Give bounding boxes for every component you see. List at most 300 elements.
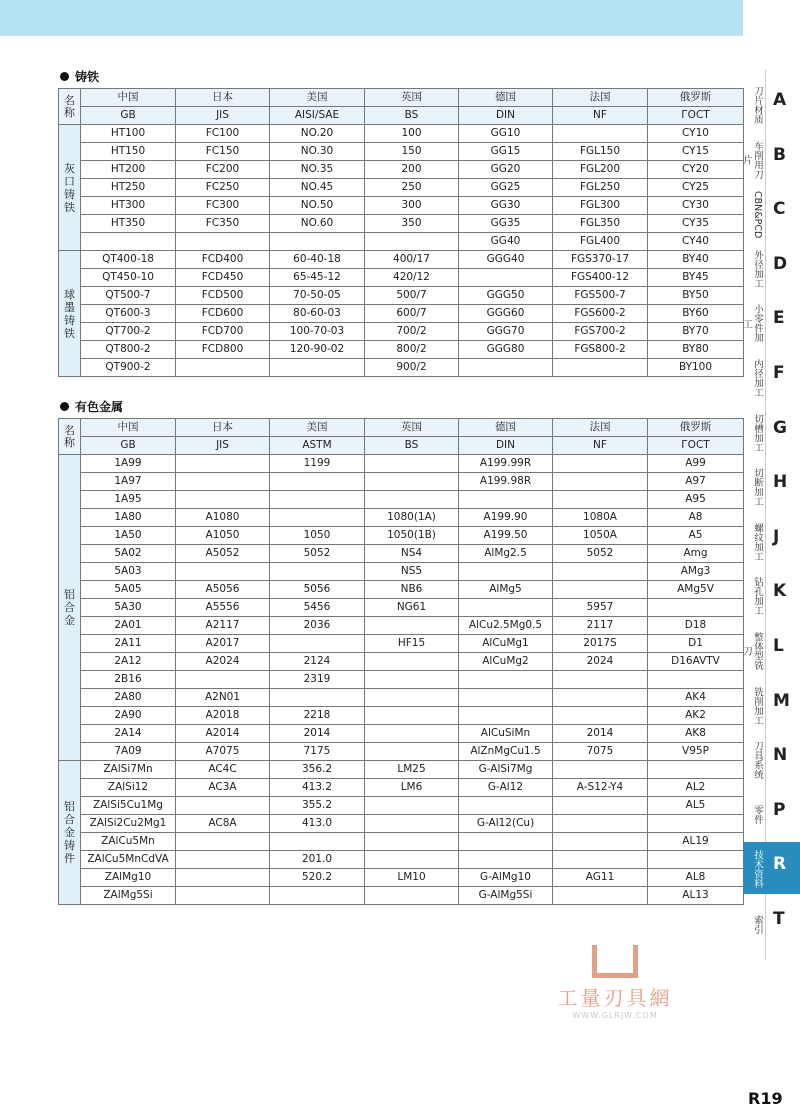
table-cell: D18 <box>648 617 744 635</box>
table-cell: FCD400 <box>176 251 270 269</box>
sidebar-item-t[interactable] <box>743 897 800 949</box>
standard-header: DIN <box>459 437 553 455</box>
sidebar-item-label: CBN&PCD <box>752 191 763 239</box>
table-cell: G-Al12 <box>459 779 553 797</box>
table-cell: LM10 <box>365 869 459 887</box>
sidebar-item-label: 切断加工 <box>752 468 763 507</box>
table-cell: GG35 <box>459 215 553 233</box>
sidebar-item-letter: D <box>773 253 788 274</box>
table-cell <box>176 359 270 377</box>
table-cell <box>270 635 365 653</box>
table-row <box>59 851 744 869</box>
table-cell: A2014 <box>176 725 270 743</box>
table-row <box>59 725 744 743</box>
table-cell <box>270 233 365 251</box>
sidebar-item-p[interactable] <box>743 788 800 840</box>
table-row <box>59 161 744 179</box>
table-cell <box>270 359 365 377</box>
table-cell <box>270 491 365 509</box>
table-cell: 70-50-05 <box>270 287 365 305</box>
sidebar-item-letter: L <box>773 636 784 656</box>
table-cell <box>459 599 553 617</box>
table-cell <box>176 869 270 887</box>
table-cell: QT800-2 <box>81 341 176 359</box>
table-cell: FGL350 <box>553 215 648 233</box>
table-cell: ZAlSi5Cu1Mg <box>81 797 176 815</box>
sidebar-item-letter: R <box>773 854 787 875</box>
sidebar-item-g[interactable] <box>743 406 800 458</box>
table-cell: AC3A <box>176 779 270 797</box>
standard-header: JIS <box>176 437 270 455</box>
table-cell <box>270 887 365 905</box>
table-row <box>59 197 744 215</box>
table-cell: FC150 <box>176 143 270 161</box>
table-cell: 2A01 <box>81 617 176 635</box>
table-cell <box>459 689 553 707</box>
sidebar-item-f[interactable] <box>743 351 800 403</box>
table-cell <box>459 359 553 377</box>
table-row <box>59 545 744 563</box>
sidebar-item-m[interactable] <box>743 679 800 731</box>
table-cell: QT400-18 <box>81 251 176 269</box>
sidebar-item-letter: J <box>773 526 780 547</box>
table-cell <box>365 815 459 833</box>
table-cell: FCD600 <box>176 305 270 323</box>
sidebar-item-l[interactable] <box>743 624 800 676</box>
table-row <box>59 287 744 305</box>
table-row <box>59 359 744 377</box>
sidebar-item-label: 刀片材质 <box>752 86 763 124</box>
sidebar-item-c[interactable] <box>743 187 800 239</box>
table-cell: 1A80 <box>81 509 176 527</box>
table-cell: ZAlSi7Mn <box>81 761 176 779</box>
table-cell: 400/17 <box>365 251 459 269</box>
table-cell: 1A50 <box>81 527 176 545</box>
table-row <box>59 527 744 545</box>
standard-header: JIS <box>176 107 270 125</box>
table-row <box>59 887 744 905</box>
standard-header: GB <box>81 107 176 125</box>
table-cell: AL13 <box>648 887 744 905</box>
sidebar-item-b[interactable] <box>743 133 800 185</box>
table-row <box>59 869 744 887</box>
table-cell: AlMg2.5 <box>459 545 553 563</box>
table-cell: 1050A <box>553 527 648 545</box>
standard-header: NF <box>553 437 648 455</box>
table-cell: 2A14 <box>81 725 176 743</box>
table-cell <box>459 833 553 851</box>
sidebar-item-letter: C <box>773 199 786 220</box>
table-cell <box>365 887 459 905</box>
sidebar-item-letter: N <box>773 745 788 766</box>
table-cell: QT700-2 <box>81 323 176 341</box>
table-cell: 80-60-03 <box>270 305 365 323</box>
country-header: 中国 <box>81 419 176 437</box>
table-row <box>59 269 744 287</box>
table-cell <box>459 491 553 509</box>
country-header: 美国 <box>270 419 365 437</box>
table-cell <box>553 851 648 869</box>
table-row <box>59 815 744 833</box>
table-row <box>59 233 744 251</box>
table-row <box>59 671 744 689</box>
table-cell: BY50 <box>648 287 744 305</box>
page-number: R19 <box>748 1089 783 1108</box>
table-cell: 2017S <box>553 635 648 653</box>
table-cell: G-AlMg5Si <box>459 887 553 905</box>
table-cell: AL19 <box>648 833 744 851</box>
table-cell: 500/7 <box>365 287 459 305</box>
table-cell: 200 <box>365 161 459 179</box>
table-cell <box>648 761 744 779</box>
table-cell: 100 <box>365 125 459 143</box>
table-cell: A1080 <box>176 509 270 527</box>
sidebar-item-letter: K <box>773 581 787 602</box>
table-cell <box>459 707 553 725</box>
standard-header: BS <box>365 437 459 455</box>
table-cell <box>365 491 459 509</box>
table-row <box>59 617 744 635</box>
table-row <box>59 455 744 473</box>
table-row <box>59 215 744 233</box>
table-cell: HT250 <box>81 179 176 197</box>
watermark-name: 工量刃具網 <box>557 986 673 1010</box>
table-cell: FCD700 <box>176 323 270 341</box>
table-cell <box>553 815 648 833</box>
table-cell: G-Al12(Cu) <box>459 815 553 833</box>
table-cell: CY40 <box>648 233 744 251</box>
group-label-text: 灰口铸铁 <box>64 161 75 214</box>
table-cell: LM6 <box>365 779 459 797</box>
table-row <box>59 323 744 341</box>
table-cell: HF15 <box>365 635 459 653</box>
table-cell <box>365 707 459 725</box>
table-cell: ZAlMg10 <box>81 869 176 887</box>
table-cell: FGL300 <box>553 197 648 215</box>
table-cell: BY100 <box>648 359 744 377</box>
table-cell: A99 <box>648 455 744 473</box>
sidebar-item-d[interactable] <box>743 242 800 294</box>
section-title-nonferrous: 有色金属 <box>60 398 123 415</box>
table-cell <box>270 689 365 707</box>
table-cell: AMg5V <box>648 581 744 599</box>
sidebar-item-n[interactable] <box>743 733 800 785</box>
table-cell: 2A11 <box>81 635 176 653</box>
table-cell: QT450-10 <box>81 269 176 287</box>
group-label <box>59 455 81 761</box>
standard-header: DIN <box>459 107 553 125</box>
table-row <box>59 743 744 761</box>
table-cell <box>459 269 553 287</box>
table-row <box>59 779 744 797</box>
table-cell: GGG80 <box>459 341 553 359</box>
table-cell: 2B16 <box>81 671 176 689</box>
country-header: 中国 <box>81 89 176 107</box>
watermark-url: WWW.GLRJW.COM <box>572 1011 658 1020</box>
table-cell: 1080(1A) <box>365 509 459 527</box>
standard-header: GB <box>81 437 176 455</box>
table-cell: 1A95 <box>81 491 176 509</box>
sidebar-item-label: 整体型铣刀 <box>741 632 763 670</box>
table-cell: ZAlCu5MnCdVA <box>81 851 176 869</box>
table-cell: AlMg5 <box>459 581 553 599</box>
table-cell: AK2 <box>648 707 744 725</box>
table-cell <box>553 689 648 707</box>
standard-header: BS <box>365 107 459 125</box>
table-cell: 5A03 <box>81 563 176 581</box>
table-cell: 2A12 <box>81 653 176 671</box>
table-cell: FGL150 <box>553 143 648 161</box>
table-cell: NO.60 <box>270 215 365 233</box>
table-cell <box>270 563 365 581</box>
table-cell: A5056 <box>176 581 270 599</box>
table-cell: 2A90 <box>81 707 176 725</box>
table-cell <box>365 473 459 491</box>
table-cell: CY10 <box>648 125 744 143</box>
table-cell: BY80 <box>648 341 744 359</box>
table-cell: 600/7 <box>365 305 459 323</box>
table-cell <box>176 797 270 815</box>
table-cell: NS5 <box>365 563 459 581</box>
sidebar-item-j[interactable] <box>743 515 800 567</box>
table-cell: ZAlSi12 <box>81 779 176 797</box>
sidebar-item-e[interactable] <box>743 296 800 348</box>
table-cell: A2117 <box>176 617 270 635</box>
table-row <box>59 797 744 815</box>
table-cell <box>270 473 365 491</box>
table-cell: 700/2 <box>365 323 459 341</box>
country-header: 法国 <box>553 89 648 107</box>
table-cell: 1050 <box>270 527 365 545</box>
table-cell: 356.2 <box>270 761 365 779</box>
table-cell: A2024 <box>176 653 270 671</box>
table-row <box>59 305 744 323</box>
table-cell: 1080A <box>553 509 648 527</box>
table-cell: LM25 <box>365 761 459 779</box>
table-cell: BY40 <box>648 251 744 269</box>
bullet-icon <box>60 72 69 81</box>
table-row <box>59 635 744 653</box>
table-cell: ZAlMg5Si <box>81 887 176 905</box>
table-cell <box>459 563 553 581</box>
group-label <box>59 125 81 251</box>
table-row <box>59 341 744 359</box>
table-cell: A8 <box>648 509 744 527</box>
table-cell <box>553 761 648 779</box>
table-cell: G-AlMg10 <box>459 869 553 887</box>
table-cell <box>365 455 459 473</box>
table-cell: FGL250 <box>553 179 648 197</box>
standard-header: ГОСТ <box>648 107 744 125</box>
table-cell: GGG70 <box>459 323 553 341</box>
table-cell: 5056 <box>270 581 365 599</box>
table-cell <box>176 563 270 581</box>
sidebar-item-label: 切槽加工 <box>752 413 763 452</box>
table-cell: GG15 <box>459 143 553 161</box>
table-cell: A95 <box>648 491 744 509</box>
table-cell: 2218 <box>270 707 365 725</box>
table-cell: A5556 <box>176 599 270 617</box>
table-cell: NO.35 <box>270 161 365 179</box>
table-cell: 520.2 <box>270 869 365 887</box>
table-cell <box>459 851 553 869</box>
table-cell: 2024 <box>553 653 648 671</box>
sidebar-item-label: 刀具系统 <box>752 741 763 780</box>
table-cell: Amg <box>648 545 744 563</box>
top-banner <box>0 0 743 36</box>
table-cell: AL8 <box>648 869 744 887</box>
table-cell: CY20 <box>648 161 744 179</box>
table-cell: GGG50 <box>459 287 553 305</box>
table-cell: 7075 <box>553 743 648 761</box>
table-cell: FC350 <box>176 215 270 233</box>
table-row <box>59 509 744 527</box>
table-cell: ZAlCu5Mn <box>81 833 176 851</box>
table-cell <box>365 671 459 689</box>
sidebar-item-label: 车削用刀片 <box>741 140 763 179</box>
table-cell <box>176 473 270 491</box>
table-cell <box>365 725 459 743</box>
table-cell <box>81 233 176 251</box>
country-header: 日本 <box>176 419 270 437</box>
table-cell: 150 <box>365 143 459 161</box>
table-cell: 5A02 <box>81 545 176 563</box>
table-cell: QT500-7 <box>81 287 176 305</box>
table-cell: FGS600-2 <box>553 305 648 323</box>
table-cell: HT300 <box>81 197 176 215</box>
section-title-cast-iron: 铸铁 <box>60 68 99 85</box>
table-row <box>59 599 744 617</box>
table-cell: 7A09 <box>81 743 176 761</box>
table-cell: 5052 <box>270 545 365 563</box>
watermark <box>540 945 690 1020</box>
country-header: 德国 <box>459 419 553 437</box>
table-cell: 2124 <box>270 653 365 671</box>
table-cell: A7075 <box>176 743 270 761</box>
table-cell: GGG60 <box>459 305 553 323</box>
group-label <box>59 251 81 377</box>
table-cell: 900/2 <box>365 359 459 377</box>
table-cell <box>176 455 270 473</box>
table-cell: 413.0 <box>270 815 365 833</box>
table-cell: FC250 <box>176 179 270 197</box>
sidebar-item-a[interactable] <box>743 78 800 130</box>
table-cell: HT350 <box>81 215 176 233</box>
country-header: 俄罗斯 <box>648 89 744 107</box>
table-cell <box>365 617 459 635</box>
sidebar-item-label: 索引 <box>752 914 763 934</box>
sidebar-item-k[interactable] <box>743 569 800 621</box>
table-cell: GG25 <box>459 179 553 197</box>
standard-header: AISI/SAE <box>270 107 365 125</box>
table-cell <box>176 887 270 905</box>
table-cell: CY25 <box>648 179 744 197</box>
table-cell: A97 <box>648 473 744 491</box>
table-cell: A199.50 <box>459 527 553 545</box>
table-cell <box>270 833 365 851</box>
table-cell <box>176 491 270 509</box>
table-cell <box>553 581 648 599</box>
country-header: 俄罗斯 <box>648 419 744 437</box>
table-cell: NO.50 <box>270 197 365 215</box>
table-cell <box>176 851 270 869</box>
table-cell <box>553 797 648 815</box>
sidebar-item-letter: T <box>773 909 785 929</box>
table-cell <box>553 455 648 473</box>
table-cell <box>553 671 648 689</box>
table-cell: 5A05 <box>81 581 176 599</box>
table-cell: GG10 <box>459 125 553 143</box>
table-cell: GG40 <box>459 233 553 251</box>
table-row <box>59 251 744 269</box>
table-row <box>59 833 744 851</box>
bullet-icon <box>60 402 69 411</box>
table-cell: A2N01 <box>176 689 270 707</box>
table-cell <box>553 491 648 509</box>
table-cell: AG11 <box>553 869 648 887</box>
table-cell <box>648 851 744 869</box>
table-cell: A199.98R <box>459 473 553 491</box>
table-cell <box>365 797 459 815</box>
table-cell: CY35 <box>648 215 744 233</box>
table-cell: 5052 <box>553 545 648 563</box>
table-cell <box>553 473 648 491</box>
table-cell: FGL200 <box>553 161 648 179</box>
table-cell: 1A97 <box>81 473 176 491</box>
sidebar-item-letter: H <box>773 472 788 493</box>
country-header: 日本 <box>176 89 270 107</box>
table-cell: FC300 <box>176 197 270 215</box>
sidebar-item-letter: M <box>773 690 790 711</box>
table-cell <box>553 887 648 905</box>
table-cell: D1 <box>648 635 744 653</box>
table-cell: A5052 <box>176 545 270 563</box>
table-cell <box>365 233 459 251</box>
sidebar-item-h[interactable] <box>743 460 800 512</box>
sidebar-item-r[interactable] <box>743 842 800 894</box>
country-header: 法国 <box>553 419 648 437</box>
table-cell: 2036 <box>270 617 365 635</box>
nonferrous-table <box>58 418 744 905</box>
table-cell: AlCuMg2 <box>459 653 553 671</box>
table-cell: AlCuSiMn <box>459 725 553 743</box>
table-cell: 1A99 <box>81 455 176 473</box>
table-cell: 65-45-12 <box>270 269 365 287</box>
table-cell: FCD500 <box>176 287 270 305</box>
table-cell: HT150 <box>81 143 176 161</box>
table-row <box>59 761 744 779</box>
table-cell: CY30 <box>648 197 744 215</box>
table-cell <box>459 797 553 815</box>
table-cell: FC100 <box>176 125 270 143</box>
table-cell: BY45 <box>648 269 744 287</box>
table-cell: 1050(1B) <box>365 527 459 545</box>
table-cell <box>176 671 270 689</box>
table-cell: AL2 <box>648 779 744 797</box>
sidebar-item-label: 外径加工 <box>752 249 763 288</box>
country-header: 英国 <box>365 89 459 107</box>
table-cell <box>365 689 459 707</box>
table-cell: 60-40-18 <box>270 251 365 269</box>
group-label <box>59 761 81 905</box>
sidebar-item-letter: B <box>773 144 786 165</box>
table-cell <box>553 707 648 725</box>
table-row <box>59 563 744 581</box>
table-cell: GG20 <box>459 161 553 179</box>
standard-header: ГОСТ <box>648 437 744 455</box>
table-cell: FC200 <box>176 161 270 179</box>
table-cell: AK4 <box>648 689 744 707</box>
